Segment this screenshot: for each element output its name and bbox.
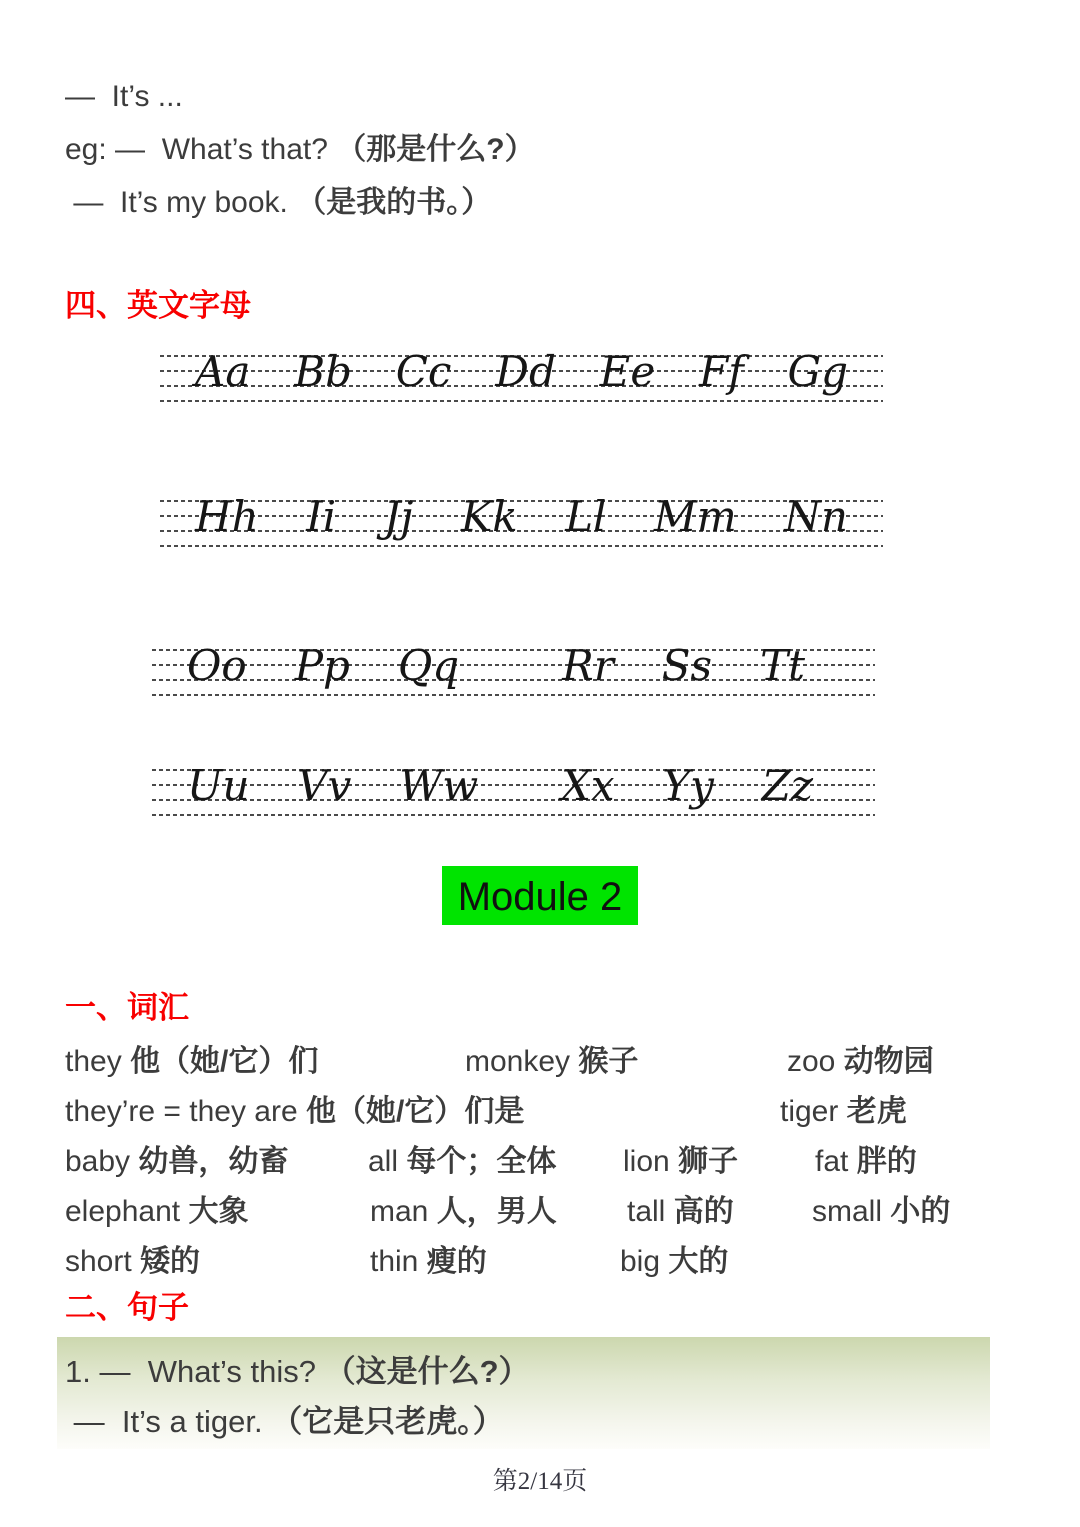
english-word: small: [812, 1195, 883, 1228]
chinese-meaning: 他（她/它）们: [130, 1045, 319, 1078]
section-heading-alphabet: 四、英文字母: [65, 288, 251, 323]
alphabet-letter-row: [160, 493, 883, 540]
vocabulary-item: [65, 1037, 318, 1087]
vocabulary-list: [65, 1037, 1080, 1287]
english-word: fat: [815, 1145, 849, 1178]
alphabet-letter: Dd: [495, 347, 556, 396]
chinese-meaning: 胖的: [856, 1145, 917, 1178]
alphabet-letter: Vv: [297, 761, 352, 810]
alphabet-letter: Aa: [195, 347, 251, 396]
module-title: Module 2: [442, 866, 639, 925]
vocabulary-item: [780, 1087, 907, 1137]
chinese-meaning: 矮的: [140, 1245, 201, 1278]
english-text: eg: — What’s that?: [65, 133, 337, 166]
alphabet-letter-row: [160, 348, 883, 395]
chinese-meaning: 瘦的: [426, 1245, 487, 1278]
english-word: short: [65, 1245, 132, 1278]
alphabet-letter: Ss: [661, 641, 713, 690]
vocabulary-item: [65, 1087, 524, 1137]
alphabet-letter: Qq: [397, 641, 460, 690]
english-word: elephant: [65, 1195, 181, 1228]
english-word: zoo: [787, 1045, 836, 1078]
english-word: big: [620, 1245, 661, 1278]
vocabulary-item: [620, 1237, 728, 1287]
four-line-writing-guide: [160, 347, 883, 402]
english-word: they: [65, 1045, 122, 1078]
chinese-meaning: 狮子: [678, 1145, 739, 1178]
alphabet-letter: Ff: [699, 347, 744, 396]
vocabulary-item: [623, 1137, 738, 1187]
alphabet-letter: Mm: [653, 492, 737, 541]
alphabet-letter: Zz: [761, 761, 813, 810]
english-text: — It’s my book.: [65, 186, 297, 219]
chinese-text: （是我的书。）: [296, 186, 492, 219]
example-sentences-block: [65, 70, 1080, 229]
alphabet-letter: Gg: [787, 347, 848, 396]
example-sentence-line: [65, 123, 1080, 176]
english-word: thin: [370, 1245, 419, 1278]
english-text: 1. — What’s this?: [65, 1354, 325, 1389]
chinese-meaning: 大的: [668, 1245, 729, 1278]
vocabulary-item: [65, 1187, 248, 1237]
chinese-text: （那是什么?）: [336, 133, 535, 166]
english-text: — It’s a tiger.: [65, 1404, 272, 1439]
alphabet-letter: Kk: [460, 492, 518, 541]
vocabulary-item: [815, 1137, 917, 1187]
sentence-line: [65, 1347, 990, 1397]
vocabulary-item: [627, 1187, 734, 1237]
example-sentence-line: [65, 70, 1080, 123]
alphabet-letter: Ii: [306, 492, 337, 541]
english-word: baby: [65, 1145, 131, 1178]
english-word: tiger: [780, 1095, 839, 1128]
alphabet-letter: Tt: [760, 641, 805, 690]
chinese-meaning: 幼兽，幼畜: [138, 1145, 289, 1178]
alphabet-letter: Nn: [784, 492, 848, 541]
alphabet-letter: Ll: [565, 492, 607, 541]
vocabulary-line: [65, 1037, 1080, 1087]
vocabulary-item: [65, 1237, 200, 1287]
alphabet-letter-row: [152, 642, 875, 689]
alphabet-letter-row: [152, 762, 875, 809]
alphabet-letter: Pp: [294, 641, 350, 690]
english-word: man: [370, 1195, 429, 1228]
english-word: tall: [627, 1195, 666, 1228]
english-word: all: [368, 1145, 399, 1178]
vocabulary-item: [370, 1237, 487, 1287]
alphabet-letter: Cc: [395, 347, 452, 396]
vocabulary-line: [65, 1237, 1080, 1287]
alphabet-letter: Yy: [662, 761, 714, 810]
chinese-meaning: 猴子: [578, 1045, 639, 1078]
chinese-text: （它是只老虎。）: [271, 1404, 504, 1439]
alphabet-letter: Hh: [195, 492, 259, 541]
page-number: 第2/14页: [492, 1468, 588, 1495]
vocabulary-item: [65, 1137, 288, 1187]
alphabet-letter: Ee: [599, 347, 656, 396]
alphabet-writing-block: [0, 347, 1080, 816]
example-sentence-line: [65, 176, 1080, 229]
chinese-meaning: 每个；全体: [406, 1145, 557, 1178]
english-text: — It’s ...: [65, 80, 183, 113]
alphabet-letter: Oo: [187, 641, 247, 690]
four-line-writing-guide: [152, 761, 875, 816]
alphabet-letter: Bb: [294, 347, 352, 396]
chinese-meaning: 小的: [890, 1195, 951, 1228]
alphabet-letter: Jj: [383, 492, 414, 541]
section-heading-vocabulary: 一、词汇: [65, 990, 189, 1025]
four-line-writing-guide: [160, 492, 883, 547]
chinese-meaning: 老虎: [846, 1095, 907, 1128]
chinese-meaning: 高的: [673, 1195, 734, 1228]
alphabet-letter: Xx: [561, 761, 615, 810]
alphabet-letter: Rr: [562, 641, 614, 690]
vocabulary-line: [65, 1137, 1080, 1187]
vocabulary-item: [787, 1037, 934, 1087]
english-word: monkey: [465, 1045, 571, 1078]
vocabulary-item: [368, 1137, 556, 1187]
english-word: lion: [623, 1145, 670, 1178]
alphabet-letter: Uu: [187, 761, 250, 810]
chinese-meaning: 大象: [188, 1195, 249, 1228]
chinese-text: （这是什么?）: [324, 1354, 530, 1389]
vocabulary-line: [65, 1087, 1080, 1137]
vocabulary-item: [370, 1187, 557, 1237]
vocabulary-line: [65, 1187, 1080, 1237]
chinese-meaning: 人，男人: [436, 1195, 557, 1228]
sentence-line: [65, 1397, 990, 1447]
chinese-meaning: 他（她/它）们是: [305, 1095, 525, 1128]
alphabet-letter: Ww: [399, 761, 479, 810]
vocabulary-item: [812, 1187, 950, 1237]
chinese-meaning: 动物园: [843, 1045, 934, 1078]
section-heading-sentences: 二、句子: [65, 1290, 189, 1325]
module-title-wrap: [0, 866, 1080, 925]
vocabulary-item: [465, 1037, 638, 1087]
four-line-writing-guide: [152, 641, 875, 696]
english-word: they’re = they are: [65, 1095, 298, 1128]
sentences-box: [57, 1337, 990, 1449]
